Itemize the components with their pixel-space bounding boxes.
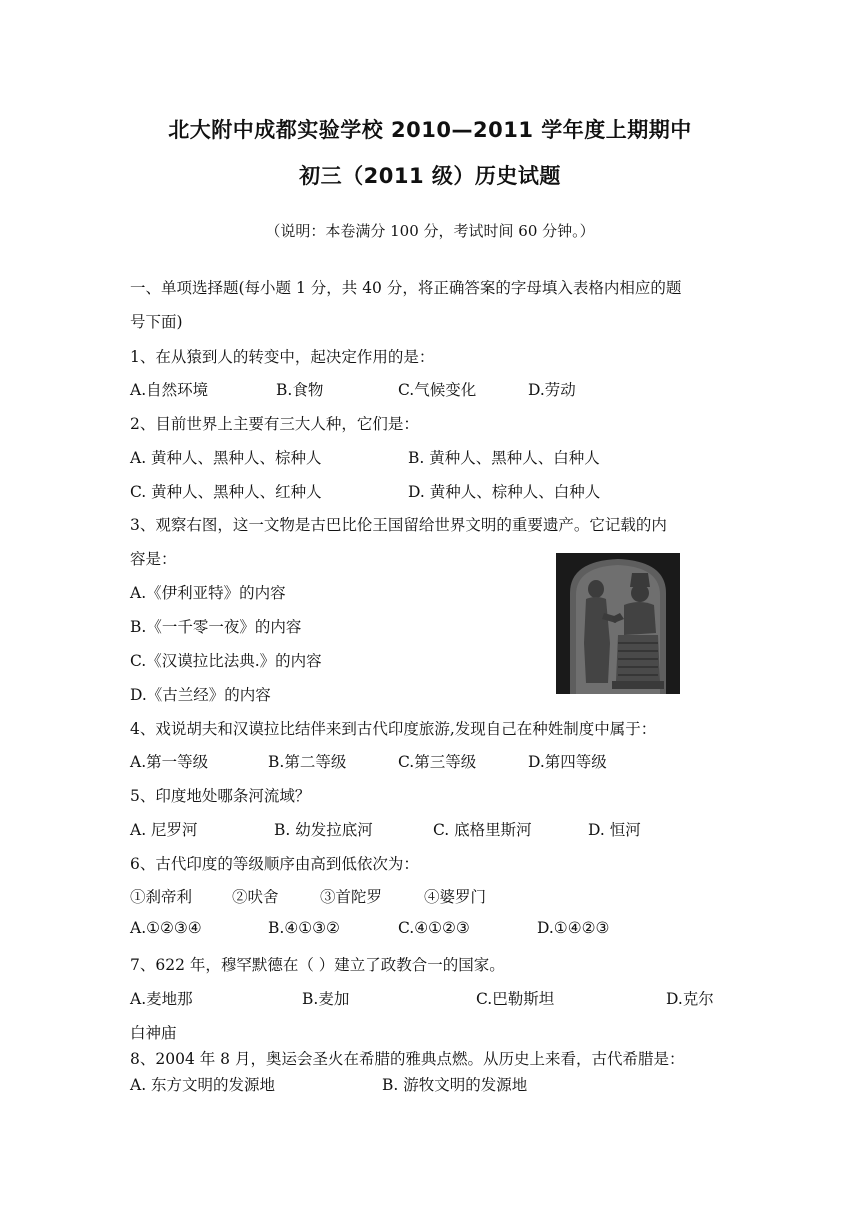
question-6-item-1: ①刹帝利 bbox=[130, 888, 193, 906]
question-4-option-b: B.第二等级 bbox=[268, 753, 347, 771]
question-3-stem: 3、观察右图，这一文物是古巴比伦王国留给世界文明的重要遗产。它记载的内 bbox=[130, 516, 667, 534]
question-1-option-c: C.气候变化 bbox=[398, 381, 477, 399]
question-6-item-2: ②吠舍 bbox=[232, 888, 279, 906]
question-6-stem: 6、古代印度的等级顺序由高到低依次为： bbox=[130, 855, 419, 873]
exam-instructions: （说明：本卷满分 100 分，考试时间 60 分钟。） bbox=[265, 222, 595, 240]
question-1-option-d: D.劳动 bbox=[528, 381, 576, 399]
question-6-option-a: A.①②③④ bbox=[130, 919, 202, 937]
section-heading-cont: 号下面) bbox=[130, 313, 183, 331]
question-5-stem: 5、印度地处哪条河流域？ bbox=[130, 787, 311, 805]
question-5-option-d: D. 恒河 bbox=[588, 821, 641, 839]
question-4-option-c: C.第三等级 bbox=[398, 753, 477, 771]
question-3-option-c: C.《汉谟拉比法典.》的内容 bbox=[130, 652, 322, 670]
section-heading: 一、单项选择题(每小题 1 分，共 40 分，将正确答案的字母填入表格内相应的题 bbox=[130, 279, 682, 297]
question-6-option-c: C.④①②③ bbox=[398, 919, 470, 937]
exam-title-line2: 初三（2011 级）历史试题 bbox=[299, 164, 561, 188]
question-5-option-c: C. 底格里斯河 bbox=[433, 821, 532, 839]
question-2-option-d: D. 黄种人、棕种人、白种人 bbox=[408, 483, 601, 501]
question-7-option-c: C.巴勒斯坦 bbox=[476, 990, 555, 1008]
question-1-option-a: A.自然环境 bbox=[130, 381, 209, 399]
question-1-option-b: B.食物 bbox=[276, 381, 324, 399]
question-6-option-d: D.①④②③ bbox=[537, 919, 610, 937]
question-7-option-d: D.克尔 bbox=[666, 990, 714, 1008]
question-2-option-a: A. 黄种人、黑种人、棕种人 bbox=[130, 449, 322, 467]
question-2-option-b: B. 黄种人、黑种人、白种人 bbox=[408, 449, 600, 467]
question-3-option-a: A.《伊利亚特》的内容 bbox=[130, 584, 286, 602]
question-6-option-b: B.④①③② bbox=[268, 919, 340, 937]
question-7-stem: 7、622 年，穆罕默德在（ ）建立了政教合一的国家。 bbox=[130, 956, 505, 974]
question-7-option-a: A.麦地那 bbox=[130, 990, 193, 1008]
question-4-option-d: D.第四等级 bbox=[528, 753, 607, 771]
question-7-option-d-wrap: 白神庙 bbox=[130, 1024, 177, 1042]
question-6-item-4: ④婆罗门 bbox=[424, 888, 487, 906]
question-5-option-b: B. 幼发拉底河 bbox=[274, 821, 373, 839]
question-5-option-a: A. 尼罗河 bbox=[130, 821, 198, 839]
question-2-stem: 2、目前世界上主要有三大人种，它们是： bbox=[130, 415, 419, 433]
question-7-option-b: B.麦加 bbox=[302, 990, 350, 1008]
question-8-option-b: B. 游牧文明的发源地 bbox=[382, 1076, 528, 1094]
question-1-stem: 1、在从猿到人的转变中，起决定作用的是： bbox=[130, 348, 435, 366]
hammurabi-stele-image bbox=[556, 553, 680, 694]
question-3-option-d: D.《古兰经》的内容 bbox=[130, 686, 271, 704]
question-8-option-a: A. 东方文明的发源地 bbox=[130, 1076, 276, 1094]
question-2-option-c: C. 黄种人、黑种人、红种人 bbox=[130, 483, 322, 501]
question-8-stem: 8、2004 年 8 月，奥运会圣火在希腊的雅典点燃。从历史上来看，古代希腊是： bbox=[130, 1050, 685, 1068]
question-6-item-3: ③首陀罗 bbox=[320, 888, 383, 906]
question-3-stem-cont: 容是： bbox=[130, 550, 177, 568]
question-4-stem: 4、戏说胡夫和汉谟拉比结伴来到古代印度旅游,发现自己在种姓制度中属于： bbox=[130, 720, 657, 738]
exam-title-line1: 北大附中成都实验学校 2010—2011 学年度上期期中 bbox=[168, 118, 692, 142]
question-4-option-a: A.第一等级 bbox=[130, 753, 209, 771]
question-3-option-b: B.《一千零一夜》的内容 bbox=[130, 618, 302, 636]
